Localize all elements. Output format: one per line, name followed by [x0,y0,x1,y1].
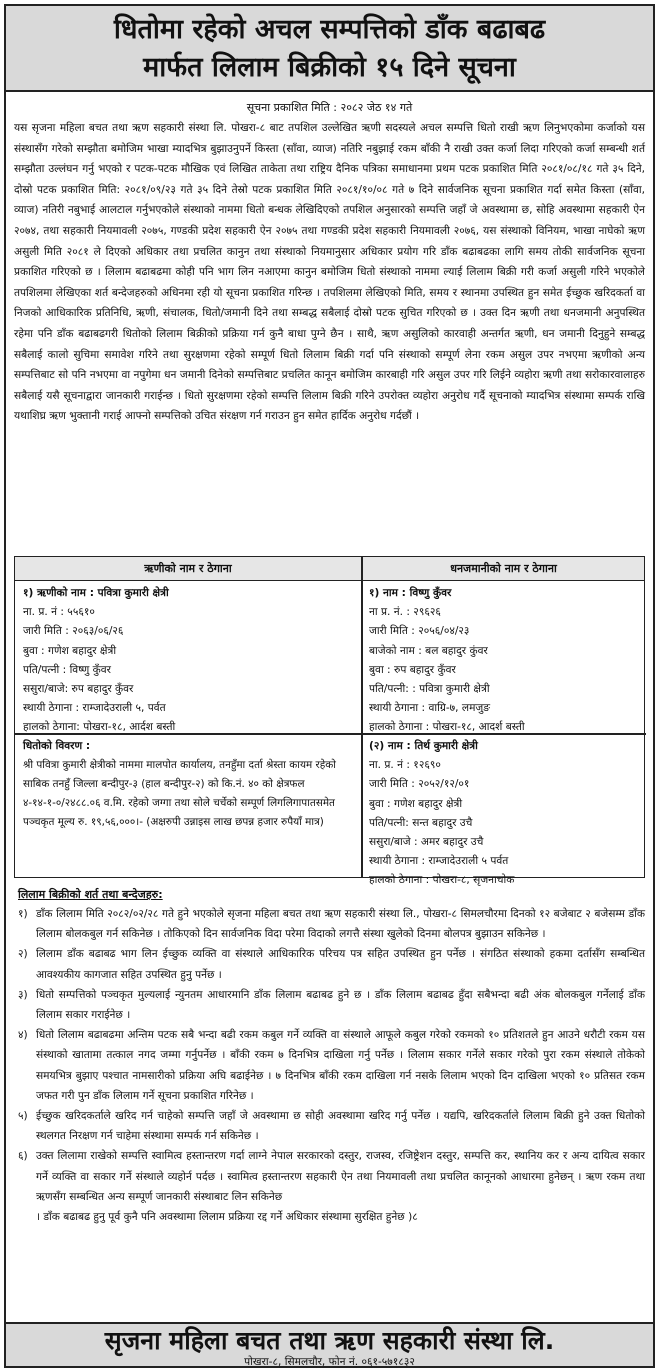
guarantor2-line: जारी मिति : २०५२/१२/०१ [369,778,470,791]
guarantor2-line: स्थायी ठेगाना : राम्जादेउराली ५ पर्वत [369,855,509,868]
condition-item [14,944,645,984]
borrower-line: हालको ठेगाना: पोखरा-१८, आर्दश बस्ती [23,721,176,734]
condition-item [14,1207,645,1227]
borrower-line: बुवा : गणेश बहादुर क्षेत्री [23,644,117,657]
condition-text: डाँक लिलाम मिति २०८२/०२/२८ गते हुने भएकोले सृजना महिला बचत तथा ऋण सहकारी संस्था लि., पोखरा-८ सिमलचौरमा दिनको १२ बजेबाट २ बजेसम्म डाँक लिलाम बोलकबुल गर्न सकिनेछ । तोकिएको दिन सार्वजनिक विदा परेमा विदाको लगत्तै संस्था खुलेको दिनमा बोलपत्र बुझाउन सकिनेछ । [36,908,645,941]
condition-item [14,985,645,1025]
publish-date: सूचना प्रकाशित मिति : २०८२ जेठ १४ गते [246,101,413,114]
condition-number: ६) [18,1150,28,1163]
borrower-name: १) ऋणीको नाम : पवित्रा कुमारी क्षेत्री [23,587,169,599]
condition-number: ४) [18,1029,28,1042]
guarantor2-name: (२) नाम : तिर्थ कुमारी क्षेत्री [369,740,478,752]
conditions-title: लिलाम बिक्रीको शर्त तथा बन्देजहरु: [18,888,163,901]
guarantor2-cell [369,737,641,887]
condition-text: धितो लिलाम बढाबढमा अन्तिम पटक सबै भन्दा बढी रकम कबुल गर्ने व्यक्ति वा संस्थाले आफूले कबुल गरेको रकमको १० प्रतिशतले हुन आउने धरौटी रकम यस संस्थाको खातामा तत्काल नगद जम्मा गर्नुपर्नेछ । बाँकी रकम ७ दिनभित्र दाखिला गर्नु पर्नेछ । लिलाम सकार गर्नेले सकार गरेको पुरा रकम संस्थाले तोकेको समयभित्र बुझाए पश्चात नामसारीको प्रक्रिया अघि बढाईनेछ । ७ दिनभित्र बाँकी रकम दाखिला गर्न नसके लिलाम भएको दिन दाखिला भएको १० प्रतिसत रकम जफत गरी पुन डाँक लिलाम गर्ने सूचना प्रकाशित गरिनेछ । [36,1029,645,1102]
header-title-line-1: धितोमा रहेको अचल सम्पत्तिको डाँक बढाबढ [113,14,546,45]
borrower-line: ससुरा/बाजे: रुप बहादुर कुँवर [23,683,134,696]
guarantor1-cell [369,584,641,732]
guarantor2-line: बुवा : गणेश बहादुर क्षेत्री [369,797,463,810]
condition-text: । डाँक बढाबढ हुनु पूर्व कुनै पनि अवस्थामा लिलाम प्रक्रिया रद्द गर्ने अधिकार संस्थामा सुरक्षित हुनेछ )८ [36,1211,418,1224]
condition-number: २) [18,948,28,961]
condition-number: ५) [18,1110,28,1123]
guarantor2-line: हालको ठेगाना : पोखरा-८, सृजनाचोक [369,874,515,887]
collateral-description: श्री पवित्रा कुमारी क्षेत्रीको नाममा मालपोत कार्यालय, तनहुँमा दर्ता श्रेस्ता कायम रहेको साबिक तनहुँ जिल्ला बन्दीपुर-३ (हाल बन्दीपुर-२) को कि.नं. ४० को क्षेत्रफल ४-१४-१-०/२४८८.०६ व.मि. रहेको जग्गा तथा सोले चर्चेको सम्पूर्ण लिगलिगापातसमेत पञ्चकृत मूल्य रु. १९,५६,०००।- (अक्षरुपी उन्नाइस लाख छपन्न हजार रुपैयाँ मात्र) [23,759,336,829]
condition-number: ३) [18,988,28,1001]
condition-text: धितो सम्पत्तिको पञ्चकृत मुल्यलाई न्युनतम आधारमानि डाँक लिलाम बढाबढ हुने छ । डाँक लिलाम बढाबढ हुँदा सबैभन्दा बढी अंक बोलकबुल गर्नेलाई डाँक लिलाम सकार गराईनेछ । [36,988,645,1022]
condition-item [14,1146,645,1207]
guarantor1-name: १) नाम : विष्णु कुँवर [369,587,452,599]
condition-number: १) [18,908,28,920]
header-title-line-2: मार्फत लिलाम बिक्रीको १५ दिने सूचना [143,52,516,83]
guarantor1-line: बाजेको नाम : बल बहादुर कुंवर [369,644,488,657]
guarantor2-line: पति/पत्नी: सन्त बहादुर उचै [369,816,473,829]
condition-text: उक्त लिलामा राखेको सम्पत्ति स्वामित्व हस्तान्तरण गर्दा लाग्ने नेपाल सरकारको दस्तुर, राजस्व, रजिष्ट्रेशन दस्तुर, सम्पत्ति कर, स्थानिय कर र अन्य दायित्व सकार गर्ने व्यक्ति वा सकार गर्ने संस्थाले व्यहोर्न पर्दछ । स्वामित्व हस्तान्तरण सहकारी ऐन तथा नियमावली तथा प्रचलित कानूनको आधारमा हुनेछन् । ऋण रकम तथा ऋणसँग सम्बन्धित अन्य सम्पूर्ण जानकारी संस्थाबाट लिन सकिनेछ [36,1150,645,1203]
condition-item [14,1106,645,1146]
organization-address: पोखरा-८, सिमलचौर, फोन नं. ०६१-५७१८३२ [244,1356,415,1368]
col-header-guarantor: धनजमानीको नाम र ठेगाना [450,562,557,575]
borrower-line: जारी मिति : २०६३/०६/२६ [23,625,124,638]
col-header-borrower: ऋणीको नाम र ठेगाना [144,562,232,575]
details-table [14,556,645,887]
guarantor1-line: हालको ठेगाना : पोखरा-१८, आदर्श बस्ती [369,721,525,734]
guarantor2-line: ना. प्र. नं : १२६९० [369,759,441,772]
conditions-list [14,904,645,1227]
collateral-title: धितोको विवरण : [23,740,91,752]
notice-header [6,6,653,92]
guarantor1-line: जारी मिति : २०५६/०४/२३ [369,625,470,638]
collateral-cell [23,737,357,875]
condition-text: ईच्छुक खरिदकर्ताले खरिद गर्न चाहेको सम्पत्ति जहाँ जे अवस्थामा छ सोही अवस्थामा खरिद गर्नु पर्नेछ । यद्यपि, खरिदकर्ताले लिलाम बिक्री हुने उक्त धितोको स्थलगत निरक्षण गर्न चाहेमा संस्थामा सम्पर्क गर्न सकिनेछ । [36,1110,645,1143]
borrower-line: स्थायी ठेगाना : राम्जादेउराली ५, पर्वत [23,702,166,715]
borrower-line: पति/पत्नी : विष्णु कुँवर [23,663,111,676]
borrower-cell [23,584,357,732]
condition-item [14,904,645,944]
guarantor2-line: ससुरा/बाजे : अमर बहादुर उचै [369,836,484,849]
intro-paragraph: यस सृजना महिला बचत तथा ऋण सहकारी संस्था लि. पोखरा-८ बाट तपशिल उल्लेखित ऋणी सदस्यले अचल सम्पत्ति धितो राखी ऋण लिनुभएकोमा कर्जाको यस संस्थासँग गरेको सम्झौता बमोजिम भाखा म्यादभित्र बुझाउनुपर्ने किस्ता (साँवा, व्याज) नतिरि नबुझाई रकम बाँकी नै राखी उक्त कर्जा लिदा गरिएको कर्जा सम्बन्धी शर्त सम्झौता उल्लंघन गर्नु भएको र पटक-पटक मौखिक एवं लिखित ताकेता तथा राष्ट्रिय दैनिक पत्रिका समाधानमा प्रथम पटक प्रकाशित मिति २०८१/०८/१८ गते ३५ दिने, दोस्रो पटक प्रकाशित मिति: २०८१/०९/२३ गते ३५ दिने तेस्रो पटक प्रकाशित मिति २०८१/१०/०८ गते ७ दिने सार्वजनिक सूचना प्रकाशित गर्दा समेत किस्ता (साँवा, व्याज) नतिरी नबुभाई आलटाल गर्नुभएकोले संस्थाको नाममा धितो बन्धक लेखिदिएको तपशिल अनुसारको सम्पत्ति जहाँ जे अवस्थामा छ, सोहि अवस्थामा सहकारी ऐन २०७४, तथा सहकारी नियमावली २०७५, गण्डकी प्रदेश सहकारी ऐन २०७५ तथा गण्डकी प्रदेश सहकारी नियमावली २०७६, यस संस्थाको विनियम, भाखा नाघेको ऋण असुली मिति २०८१ ले दिएको अधिकार तथा प्रचलित कानुन तथा संस्थाको नियमानुसार अधिकार प्रयोग गरि डाँक बढाबढका लागि समय तोकी सार्वजनिक सूचना प्रकाशित गरिएको छ । लिलाम बढाबढमा कोही पनि भाग लिन नआएमा कानुन बमोजिम धितो संस्थाको नाममा ल्याई लिलाम बिक्री गरी कर्जा असुली गरिने भएकोले तपशिलमा लेखिएका शर्त बन्देजहरुको अधिनमा रही यो सूचना प्रकाशित गरिन्छ । तपशिलमा लेखिएको मिति, समय र स्थानमा उपस्थित हुन समेत ईच्छुक खरिदकर्ता वा निजको आधिकारिक प्रतिनिधि, ऋणी, संचालक, धितो/जमानी दिने तथा सम्बद्ध सबैलाई दोस्रो पटक सुचित गरिएको छ । उक्त दिन ऋणी तथा धनजमानी अनुपस्थित रहेमा पनि डाँक बढाबढगरी धितोको लिलाम बिक्रीको प्रक्रिया गर्न कुनै बाधा पुग्ने छैन । साथै, ऋण असुलिको कारवाही अन्तर्गत ऋणी, धन जमानी दिनुहुने सम्बद्ध सबैलाई कालो सुचिमा समावेश गरिने तथा सुरक्षणमा रहेको सम्पूर्ण धितो लिलाम बिक्री गर्दा पनि संस्थाको सम्पूर्ण लेना रकम असुल उपर नभएमा ऋणीको अन्य सम्पत्तिबाट सो पनि नभएमा वा नपुगेमा धन जमानी दिनेको सम्पत्तिबाट प्रचलित कानून बमोजिम कारबाही गरि असुल उपर गरि लिईने व्यहोरा ऋणी तथा सरोकारवालाहरु सबैलाई यसै सूचनाद्वारा जानकारी गराईन्छ । धितो सुरक्षणमा रहेको सम्पत्ति लिलाम बिक्री गरिने उपरोक्त व्यहोरा अनुरोध गर्दै सूचनाको म्यादभित्र संस्थामा सम्पर्क राखि यथाशिघ्र ऋण भुक्तानी गराई आफ्नो सम्पत्तिको उचित संरक्षण गर्न गराउन हुन समेत हार्दिक अनुरोध गर्दछौं । [14,122,645,423]
condition-text: लिलाम डाँक बढाबढ भाग लिन ईच्छुक व्यक्ति वा संस्थाले आधिकारिक परिचय पत्र सहित उपस्थित हुन पर्नेछ । संगठित संस्थाको हकमा दर्तासँग सम्बन्धित आवश्यकीय कागजात सहित उपस्थित हुनु पर्नेछ । [36,948,645,981]
table-divider-vertical [361,557,363,877]
guarantor1-line: पति/पत्नी: : पवित्रा कुमारी क्षेत्री [369,683,490,696]
organization-name: सृजना महिला बचत तथा ऋण सहकारी संस्था लि. [104,1326,555,1355]
condition-item [14,1025,645,1106]
table-header-row [15,557,644,581]
notice-footer [6,1322,653,1366]
guarantor1-line: स्थायी ठेगाना : वाग्रि-७, लमजुङ [369,702,491,715]
guarantor1-line: ना प्र. नं. : २९६२६ [369,606,441,619]
borrower-line: ना. प्र. नं : ५५६१० [23,606,95,619]
guarantor1-line: बुवा : रुप बहादुर कुँवर [369,663,456,676]
